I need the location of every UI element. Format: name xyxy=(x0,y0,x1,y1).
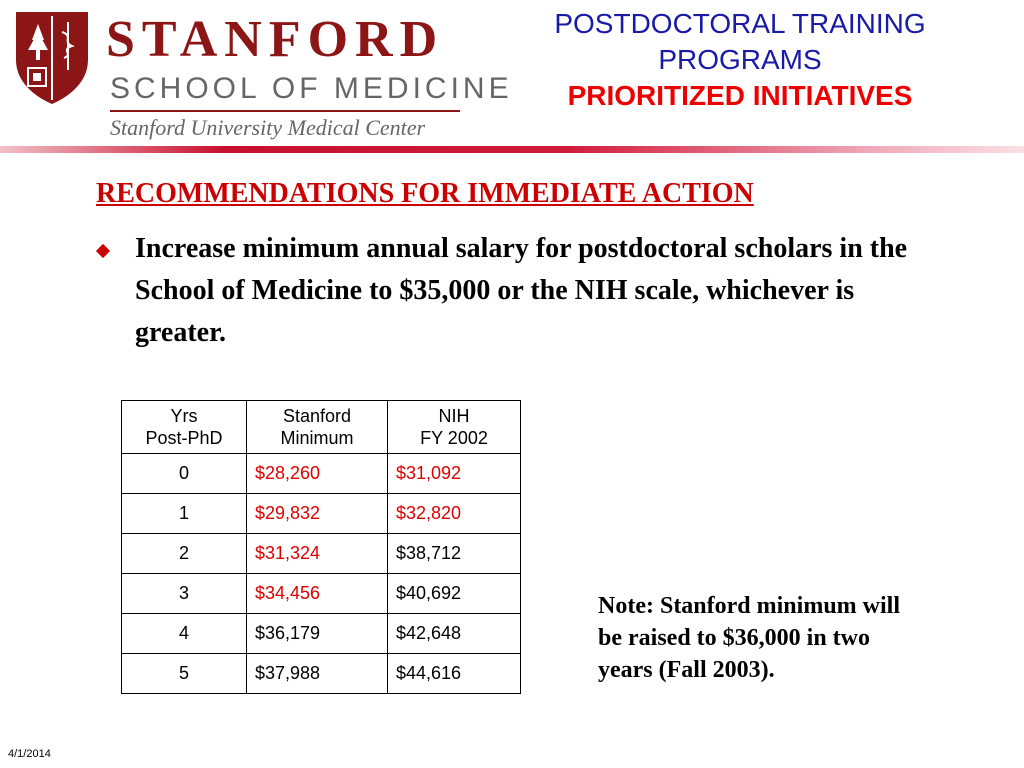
header-nih-fy2002: NIH FY 2002 xyxy=(388,401,521,454)
table-row xyxy=(122,534,521,574)
stanford-shield-icon xyxy=(14,10,90,106)
cell-yrs: 5 xyxy=(122,654,247,694)
diamond-bullet-icon xyxy=(96,244,110,258)
logo-rule xyxy=(110,110,460,112)
cell-yrs: 2 xyxy=(122,534,247,574)
header-divider xyxy=(0,146,1024,153)
cell-yrs: 0 xyxy=(122,454,247,494)
cell-stanford: $36,179 xyxy=(247,614,388,654)
title-line-1: POSTDOCTORAL TRAINING xyxy=(554,8,926,39)
cell-stanford: $28,260 xyxy=(247,454,388,494)
header-yrs-post-phd: Yrs Post-PhD xyxy=(122,401,247,454)
salary-note: Note: Stanford minimum will be raised to $36,000 in two years (Fall 2003). xyxy=(598,593,900,683)
logo-school-name: SCHOOL OF MEDICINE xyxy=(110,72,513,105)
cell-stanford: $34,456 xyxy=(247,574,388,614)
table-header-row xyxy=(122,401,521,454)
section-heading: RECOMMENDATIONS FOR IMMEDIATE ACTION xyxy=(96,178,754,209)
cell-yrs: 4 xyxy=(122,614,247,654)
cell-nih: $42,648 xyxy=(388,614,521,654)
bullet-text: Increase minimum annual salary for postdoctoral scholars in the School of Medicine to $35,000 or the NIH scale, whichever is greater. xyxy=(135,233,908,348)
cell-stanford: $37,988 xyxy=(247,654,388,694)
cell-stanford: $29,832 xyxy=(247,494,388,534)
table-row xyxy=(122,574,521,614)
table-row xyxy=(122,654,521,694)
cell-yrs: 3 xyxy=(122,574,247,614)
cell-nih: $40,692 xyxy=(388,574,521,614)
cell-yrs: 1 xyxy=(122,494,247,534)
cell-nih: $38,712 xyxy=(388,534,521,574)
logo-wordmark: STANFORD xyxy=(106,11,445,68)
title-line-2: PROGRAMS xyxy=(658,44,822,75)
table-row xyxy=(122,614,521,654)
stanford-medicine-logo xyxy=(14,10,513,140)
cell-nih: $32,820 xyxy=(388,494,521,534)
slide-title xyxy=(500,6,980,114)
salary-table xyxy=(121,400,521,694)
cell-nih: $31,092 xyxy=(388,454,521,494)
logo-center-name: Stanford University Medical Center xyxy=(110,115,426,140)
table-row xyxy=(122,454,521,494)
cell-nih: $44,616 xyxy=(388,654,521,694)
table-row xyxy=(122,494,521,534)
title-line-3: PRIORITIZED INITIATIVES xyxy=(567,80,913,111)
header-stanford-minimum: Stanford Minimum xyxy=(247,401,388,454)
cell-stanford: $31,324 xyxy=(247,534,388,574)
slide-date: 4/1/2014 xyxy=(8,748,51,760)
